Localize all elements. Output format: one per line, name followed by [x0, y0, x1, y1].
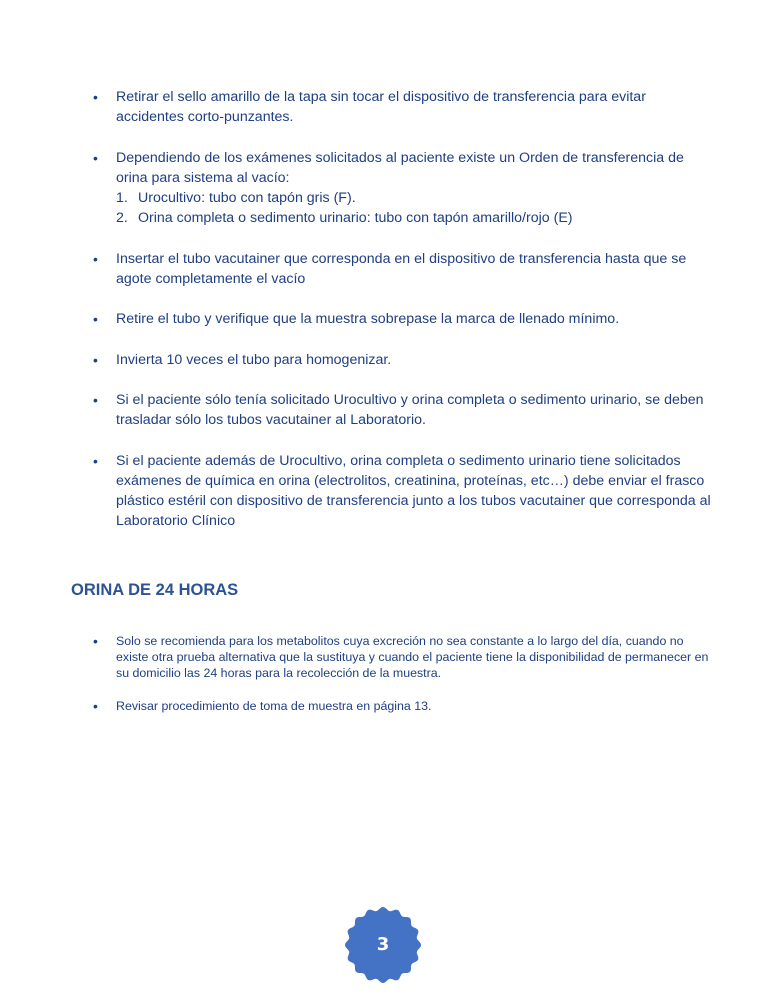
sublist-text: Orina completa o sedimento urinario: tubo con tapón amarillo/rojo (E): [138, 210, 573, 227]
list-item-text: Si el paciente sólo tenía solicitado Urocultivo y orina completa o sedimento urinario, se deben trasladar sólo los tubos vacutainer al Laboratorio.: [116, 391, 704, 429]
list-item-text: Dependiendo de los exámenes solicitados al paciente existe un Orden de transferencia de orina para sistema al vacío:: [116, 149, 684, 186]
bullet-icon: •: [93, 311, 98, 328]
list-item: [93, 249, 713, 289]
list-item-text: Si el paciente además de Urocultivo, orina completa o sedimento urinario tiene solicitados exámenes de química en orina (electrolitos, creatinina, proteínas, etc…) debe enviar el frasco plástico estéril con dispositivo de transferencia junto a los tubos vacutainer que corresponda al Laboratorio Clínico: [116, 452, 711, 530]
bullet-icon: •: [93, 698, 98, 715]
list-item: [93, 87, 713, 127]
list-item: [93, 148, 713, 229]
bullet-icon: •: [93, 391, 98, 408]
list-item-text: Invierta 10 veces el tubo para homogenizar.: [116, 351, 392, 368]
numbered-sublist: [116, 188, 713, 228]
list-item-text: Retirar el sello amarillo de la tapa sin tocar el dispositivo de transferencia para evitar accidentes corto-punzantes.: [116, 89, 646, 126]
bullet-icon: •: [93, 89, 98, 105]
list-item-text: Retire el tubo y verifique que la muestra sobrepase la marca de llenado mínimo.: [116, 311, 620, 328]
procedure-step-list: [93, 87, 713, 552]
bullet-icon: •: [93, 633, 98, 649]
section-item-list: [93, 633, 713, 731]
list-item: [93, 451, 713, 532]
bullet-icon: •: [93, 250, 98, 267]
list-item-text: Solo se recomienda para los metabolitos cuya excreción no sea constante a lo largo del día, cuando no existe otra prueba alternativa que la sustituya y cuando el paciente tiene la disponibilidad de permanecer en su domicilio las 24 horas para la recolección de la muestra.: [116, 634, 709, 681]
page-number: 3: [376, 934, 390, 955]
sublist-item: [116, 208, 713, 228]
sublist-number: 2.: [116, 210, 128, 227]
list-item-text: Revisar procedimiento de toma de muestra en página 13.: [116, 699, 432, 714]
section-heading: ORINA DE 24 HORAS: [71, 581, 239, 599]
list-item: [93, 350, 713, 370]
page-number-badge: [344, 906, 422, 984]
sublist-number: 1.: [116, 190, 128, 206]
sublist-item: [116, 188, 713, 208]
list-item: [93, 698, 713, 714]
list-item: [93, 633, 713, 682]
list-item: [93, 309, 713, 329]
list-item-text: Insertar el tubo vacutainer que corresponda en el dispositivo de transferencia hasta que se agote completamente el vacío: [116, 250, 687, 287]
bullet-icon: •: [93, 351, 98, 368]
bullet-icon: •: [93, 149, 98, 166]
bullet-icon: •: [93, 452, 98, 469]
sublist-text: Urocultivo: tubo con tapón gris (F).: [138, 190, 356, 206]
list-item: [93, 390, 713, 430]
